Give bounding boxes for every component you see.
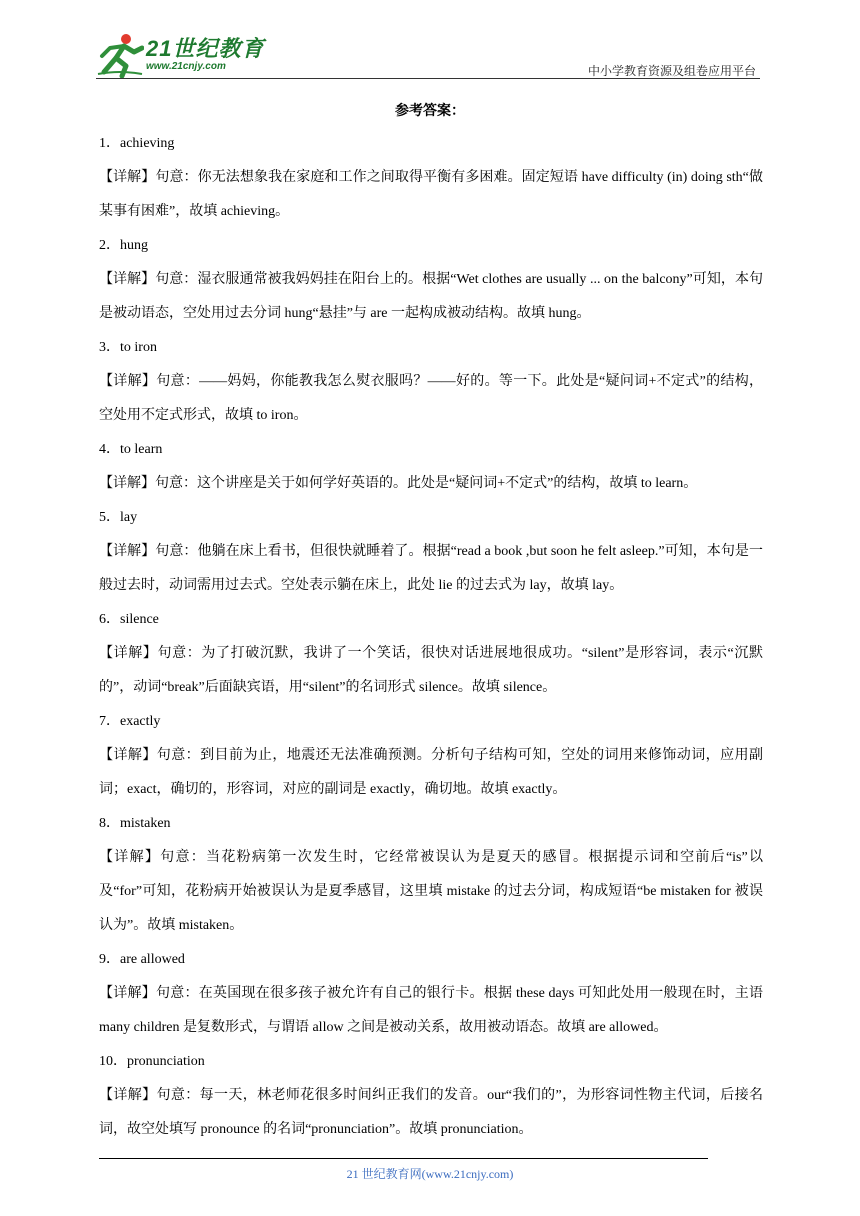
logo-url: www.21cnjy.com bbox=[146, 61, 226, 72]
answer-explanation: 【详解】句意：你无法想象我在家庭和工作之间取得平衡有多困难。固定短语 have difficulty (in) doing sth“做某事有困难”，故填 achieving。 bbox=[99, 170, 763, 219]
answer-item bbox=[99, 433, 763, 501]
answer-text: 5．lay bbox=[99, 510, 138, 525]
runner-logo-icon bbox=[96, 32, 144, 78]
answer-text: 6．silence bbox=[99, 612, 159, 627]
answer-explanation: 【详解】句意：当花粉病第一次发生时，它经常被误认为是夏天的感冒。根据提示词和空前后“is”以及“for”可知，花粉病开始被误认为是夏季感冒，这里填 mistake 的过去分词，构成短语“be mistaken for 被误认为”。故填 mistaken。 bbox=[99, 850, 763, 933]
answer-item bbox=[99, 603, 763, 705]
page-header bbox=[96, 30, 760, 80]
header-divider bbox=[96, 78, 760, 79]
answer-text: 9．are allowed bbox=[99, 952, 185, 967]
answer-item bbox=[99, 1045, 763, 1147]
answer-text: 7．exactly bbox=[99, 714, 161, 729]
site-logo bbox=[96, 32, 264, 78]
answer-item bbox=[99, 943, 763, 1045]
answer-item bbox=[99, 331, 763, 433]
answer-list bbox=[99, 127, 763, 1147]
answer-text: 1．achieving bbox=[99, 136, 175, 151]
answer-text: 4．to learn bbox=[99, 442, 163, 457]
answer-text: 3．to iron bbox=[99, 340, 157, 355]
footer-divider bbox=[99, 1158, 708, 1159]
answer-item bbox=[99, 127, 763, 229]
answer-item bbox=[99, 501, 763, 603]
answer-item bbox=[99, 229, 763, 331]
answer-explanation: 【详解】句意：为了打破沉默，我讲了一个笑话，很快对话进展地很成功。“silent”是形容词，表示“沉默的”，动词“break”后面缺宾语，用“silent”的名词形式 silence。故填 silence。 bbox=[99, 646, 763, 695]
platform-label: 中小学教育资源及组卷应用平台 bbox=[587, 64, 756, 78]
answer-explanation: 【详解】句意：湿衣服通常被我妈妈挂在阳台上的。根据“Wet clothes are usually ... on the balcony”可知，本句是被动语态，空处用过去分词 hung“悬挂”与 are 一起构成被动结构。故填 hung。 bbox=[99, 272, 763, 321]
page-title: 参考答案： bbox=[395, 103, 465, 119]
answer-item bbox=[99, 807, 763, 943]
page-footer: 21 世纪教育网(www.21cnjy.com) bbox=[346, 1167, 514, 1181]
answer-explanation: 【详解】句意：这个讲座是关于如何学好英语的。此处是“疑问词+不定式”的结构，故填 to learn。 bbox=[99, 476, 698, 491]
answer-explanation: 【详解】句意：每一天，林老师花很多时间纠正我们的发音。our“我们的”，为形容词性物主代词，后接名词，故空处填写 pronounce 的名词“pronunciation”。故填 pronunciation。 bbox=[99, 1088, 763, 1137]
answer-text: 2．hung bbox=[99, 238, 148, 253]
answer-explanation: 【详解】句意：在英国现在很多孩子被允许有自己的银行卡。根据 these days 可知此处用一般现在时，主语 many children 是复数形式，与谓语 allow 之间是被动关系，故用被动语态。故填 are allowed。 bbox=[99, 986, 763, 1035]
answer-explanation: 【详解】句意：到目前为止，地震还无法准确预测。分析句子结构可知，空处的词用来修饰动词，应用副词；exact，确切的，形容词，对应的副词是 exactly，确切地。故填 exactly。 bbox=[99, 748, 763, 797]
answer-explanation: 【详解】句意：——妈妈，你能教我怎么熨衣服吗？——好的。等一下。此处是“疑问词+不定式”的结构，空处用不定式形式，故填 to iron。 bbox=[99, 374, 763, 423]
answer-explanation: 【详解】句意：他躺在床上看书，但很快就睡着了。根据“read a book ,but soon he felt asleep.”可知，本句是一般过去时，动词需用过去式。空处表示躺在床上，此处 lie 的过去式为 lay，故填 lay。 bbox=[99, 544, 763, 593]
logo-name: 21世纪教育 bbox=[146, 36, 265, 61]
answer-text: 10．pronunciation bbox=[99, 1054, 205, 1069]
answer-text: 8．mistaken bbox=[99, 816, 171, 831]
answer-item bbox=[99, 705, 763, 807]
